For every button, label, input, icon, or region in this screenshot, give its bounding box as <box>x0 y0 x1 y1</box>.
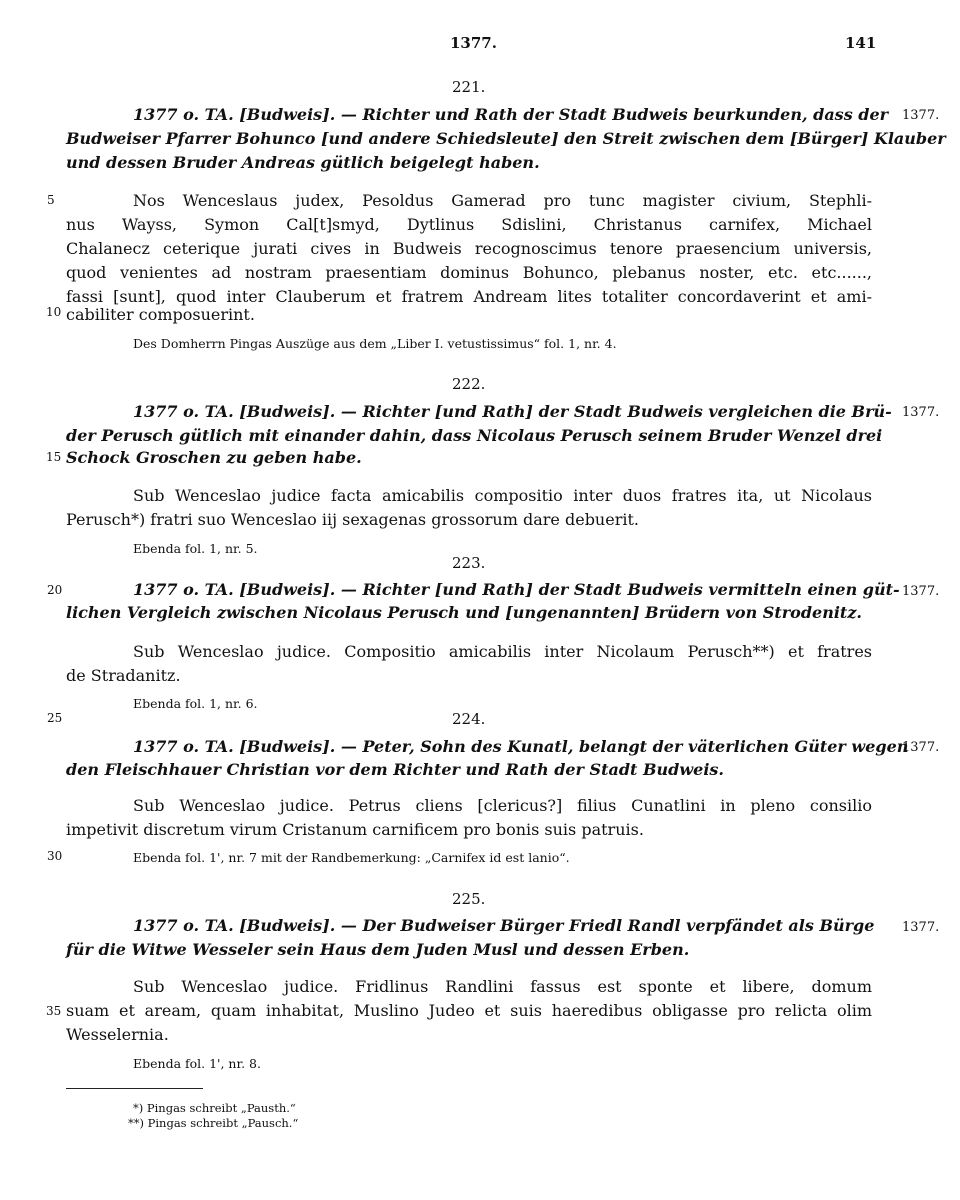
entry-text-line: de Stradanitz. <box>66 666 181 685</box>
footnote: **) Pingas schreibt „Pausch.“ <box>128 1116 299 1130</box>
entry-summary-line: Schock Groschen zu geben habe. <box>66 448 362 467</box>
entry-text-line: suam et aream, quam inhabitat, Muslino Judeo et suis haeredibus obligasse pro relicta olim <box>66 1001 872 1020</box>
margin-year: 1377. <box>902 920 940 935</box>
entry-summary-line: 1377 o. TA. [Budweis]. — Richter [und Rath] der Stadt Budweis vermitteln einen güt- <box>133 580 900 599</box>
entry-source: Ebenda fol. 1, nr. 6. <box>133 696 258 711</box>
line-number: 20 <box>47 583 63 597</box>
entry-number: 223. <box>452 554 486 572</box>
margin-year: 1377. <box>902 584 940 599</box>
page-number: 141 <box>845 34 877 52</box>
entry-summary-line: für die Witwe Wesseler sein Haus dem Juden Musl und dessen Erben. <box>66 940 690 959</box>
line-number: 15 <box>46 450 62 464</box>
entry-text-line: cabiliter composuerint. <box>66 305 255 324</box>
margin-year: 1377. <box>902 108 940 123</box>
entry-number: 224. <box>452 710 486 728</box>
entry-text-line: quod venientes ad nostram praesentiam dominus Bohunco, plebanus noster, etc. etc......, <box>66 263 872 282</box>
entry-summary-line: 1377 o. TA. [Budweis]. — Richter [und Rath] der Stadt Budweis vergleichen die Brü- <box>133 402 892 421</box>
entry-text-line: fassi [sunt], quod inter Clauberum et fratrem Andream lites totaliter concordaverint et ami- <box>66 287 872 306</box>
footnote-divider <box>66 1088 203 1089</box>
entry-text-line: Perusch*) fratri suo Wenceslao iij sexagenas grossorum dare debuerit. <box>66 510 639 529</box>
entry-summary-line: Budweiser Pfarrer Bohunco [und andere Schiedsleute] den Streit zwischen dem [Bürger] Klauber <box>66 129 946 148</box>
line-number: 5 <box>47 193 55 207</box>
entry-source: Ebenda fol. 1', nr. 7 mit der Randbemerkung: „Carnifex id est lanio“. <box>133 850 570 865</box>
entry-text-line: impetivit discretum virum Cristanum carnificem pro bonis suis patruis. <box>66 820 644 839</box>
margin-year: 1377. <box>902 405 940 420</box>
entry-source: Ebenda fol. 1, nr. 5. <box>133 541 258 556</box>
line-number: 30 <box>47 849 63 863</box>
line-number: 10 <box>46 305 62 319</box>
entry-number: 222. <box>452 375 486 393</box>
running-header-year: 1377. <box>450 34 497 52</box>
entry-summary-line: 1377 o. TA. [Budweis]. — Der Budweiser Bürger Friedl Randl verpfändet als Bürge <box>133 916 875 935</box>
entry-summary-line: 1377 o. TA. [Budweis]. — Richter und Rath der Stadt Budweis beurkunden, dass der <box>133 105 889 124</box>
entry-text-line: Sub Wenceslao judice. Petrus cliens [clericus?] filius Cunatlini in pleno consilio <box>133 796 872 815</box>
margin-year: 1377. <box>902 740 940 755</box>
entry-number: 225. <box>452 890 486 908</box>
entry-text-line: Sub Wenceslao judice. Compositio amicabilis inter Nicolaum Perusch**) et fratres <box>133 642 872 661</box>
entry-text-line: Sub Wenceslao judice. Fridlinus Randlini fassus est sponte et libere, domum <box>133 977 872 996</box>
entry-number: 221. <box>452 78 486 96</box>
line-number: 25 <box>47 711 63 725</box>
entry-summary-line: der Perusch gütlich mit einander dahin, dass Nicolaus Perusch seinem Bruder Wenzel drei <box>66 426 883 445</box>
footnote: *) Pingas schreibt „Pausth.“ <box>133 1101 296 1115</box>
entry-summary-line: den Fleischhauer Christian vor dem Richter und Rath der Stadt Budweis. <box>66 760 724 779</box>
entry-summary-line: lichen Vergleich zwischen Nicolaus Perusch und [ungenannten] Brüdern von Strodenitz. <box>66 603 862 622</box>
entry-text-line: Sub Wenceslao judice facta amicabilis compositio inter duos fratres ita, ut Nicolaus <box>133 486 872 505</box>
entry-text-line: Wesselernia. <box>66 1025 169 1044</box>
line-number: 35 <box>46 1004 62 1018</box>
entry-summary-line: 1377 o. TA. [Budweis]. — Peter, Sohn des Kunatl, belangt der väterlichen Güter wegen <box>133 737 909 756</box>
entry-source: Ebenda fol. 1', nr. 8. <box>133 1056 261 1071</box>
entry-text-line: Nos Wenceslaus judex, Pesoldus Gamerad pro tunc magister civium, Stephli- <box>133 191 872 210</box>
entry-source: Des Domherrn Pingas Auszüge aus dem „Liber I. vetustissimus“ fol. 1, nr. 4. <box>133 336 617 351</box>
entry-summary-line: und dessen Bruder Andreas gütlich beigelegt haben. <box>66 153 540 172</box>
entry-text-line: Chalanecz ceterique jurati cives in Budweis recognoscimus tenore praesencium universis, <box>66 239 872 258</box>
entry-text-line: nus Wayss, Symon Cal[t]smyd, Dytlinus Sdislini, Christanus carnifex, Michael <box>66 215 872 234</box>
